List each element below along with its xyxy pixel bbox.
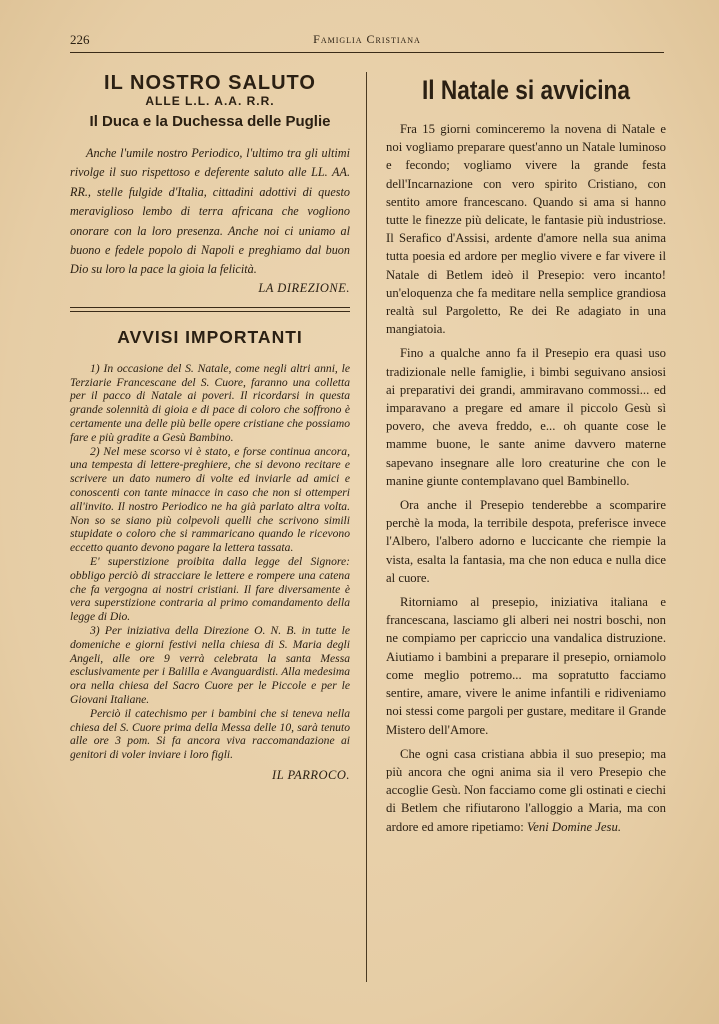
avvisi-signature: IL PARROCO.: [272, 767, 350, 782]
avvisi-paragraph-1: 1) In occasione del S. Natale, come negli altri anni, le Terziarie Francescane del S. Cuore, faranno una colletta per il pacco di Natale ai poveri. Il ricordarsi in questa grande solennità di gioia e di pace di coloro che soffrono è certamente una delle più belle opere cristiane che possiamo fare e più gradite a Gesù Bambino.: [70, 361, 350, 444]
avvisi-paragraph-4: 3) Per iniziativa della Direzione O. N. B. in tutte le domeniche e giorni festivi nella chiesa di S. Maria degli Angeli, alle ore 9 verrà celebrata la santa Messa esclusivamente per i Balilla e Avanguardisti. Alla medesima ora nella chiesa del Sacro Cuore per le Piccole e per le Giovani Italiane.: [70, 623, 350, 706]
saluto-subtitle-dukes: Il Duca e la Duchessa delle Puglie: [89, 113, 331, 130]
page-number: 226: [70, 32, 90, 47]
saluto-subtitle: ALLE L.L. A.A. R.R.: [145, 94, 275, 108]
saluto-signature: LA DIREZIONE.: [258, 280, 350, 295]
natale-paragraph-2: Fino a qualche anno fa il Presepio era quasi uso tradizionale nelle famiglie, i bimbi seguivano ansiosi ai preparativi dei grandi, ammiravano commossi... ed imparavano a pregare ed amare il piccolo Gesù sì povero, che aveva freddo, e... oh quante cose le mamme buone, le sante anime davvero materne sapevano insegnare alle loro creaturine che con le manine giunte contemplavano quel Bambinello.: [386, 346, 666, 488]
section-divider: [70, 307, 350, 312]
column-divider: [366, 72, 367, 982]
natale-closing-latin: Veni Domine Jesu.: [526, 819, 621, 834]
saluto-text: Anche l'umile nostro Periodico, l'ultimo tra gli ultimi rivolge il suo rispettoso e deferente saluto alle LL. AA. RR., stelle fulgide d'Italia, cittadini adottivi di questo meraviglioso lembo di terra africana che vogliono onorare con la loro presenza. Anche noi ci uniamo al buono e fedele popolo di Napoli e preghiamo dal buon Dio su loro la pace la gioia la felicità.: [70, 146, 350, 277]
saluto-title: IL NOSTRO SALUTO: [104, 72, 316, 94]
natale-paragraph-5: [386, 745, 666, 836]
page-header: [70, 30, 664, 50]
natale-paragraph-1: Fra 15 giorni cominceremo la novena di Natale e noi vogliamo preparare quest'anno un Natale luminoso e fecondo; vogliamo vivere la grande festa dell'Incarnazione con vero spirito Cristiano, con sentito amore francescano. Quando si ama si hanno tutte le finezze più delicate, le fantasie più industriose. Il Serafico d'Assisi, ardente d'amore nella sua anima tutta poesia ed ardore per meglio vivere e far vivere il Natale di Betlem ideò il Presepio: vero incanto! un'eloquenza che fa meditare nella semplice grandiosa realtà sul Pargoletto, Re dei Re adagiato in una mangiatoia.: [386, 122, 666, 337]
avvisi-paragraph-3: E' superstizione proibita dalla legge del Signore: obbligo perciò di stracciare le lettere e rompere una catena che fa vergogna ai nostri cristiani. Il fare diversamente è vera superstizione contraria al primo comandamento della legge di Dio.: [70, 555, 350, 624]
header-rule: [70, 52, 664, 53]
avvisi-paragraph-5: Perciò il catechismo per i bambini che si teneva nella chiesa del S. Cuore prima della Messa delle 10, sarà tenuto alle ore 3 pom. Si fa ancora viva raccomandazione ai genitori di voler inviare i loro figli.: [70, 706, 350, 762]
avvisi-paragraph-2: 2) Nel mese scorso vi è stato, e forse continua ancora, una tempesta di lettere-preghiere, che si devono recitare e scrivere un dato numero di volte ed inviarle ad amici e conoscenti con tante minacce in caso che non si ottemperi all'invito. Il nostro Periodico ne ha già parlato altra volta. Non so se siano più colpevoli quelli che scrivono simili stupidate o coloro che si rammaricano quando le ricevono eccetto quanto devono pagare la lettera tassata.: [70, 444, 350, 555]
natale-paragraph-4: Ritorniamo al presepio, iniziativa italiana e francescana, lasciamo gli alberi nei nostri boschi, non ne compiamo per capriccio una vandalica distruzione. Aiutiamo i bambini a preparare il presepio, orniamolo come meglio potremo... ma sopratutto facciamo sentire, amare, vivere le anime infantili e ridiveniamo noi stessi come pargoli per gustare, meditare il Grande Mistero dell'Amore.: [386, 595, 666, 737]
natale-paragraph-5-text: Che ogni casa cristiana abbia il suo presepio; ma più ancora che ogni anima sia il vero Presepio che accoglie Gesù. Non facciamo come gli ostinati e ciechi di Betlem che rifiutarono l'alloggio a Maria, ma con ardore ed amore ripetiamo:: [386, 746, 666, 834]
right-column: [386, 68, 666, 836]
left-column: [70, 68, 350, 783]
natale-paragraph-3: Ora anche il Presepio tenderebbe a scomparire perchè la moda, la terribile despota, preferisce invece l'Albero, l'albero adorno e luccicante che riempie la vista, esalta la fantasia, ma che non educa e nulla dice al cuore.: [386, 498, 666, 585]
running-title: Famiglia Cristiana: [313, 32, 421, 46]
natale-title: Il Natale si avvicina: [421, 75, 631, 105]
avvisi-title: AVVISI IMPORTANTI: [117, 326, 303, 347]
